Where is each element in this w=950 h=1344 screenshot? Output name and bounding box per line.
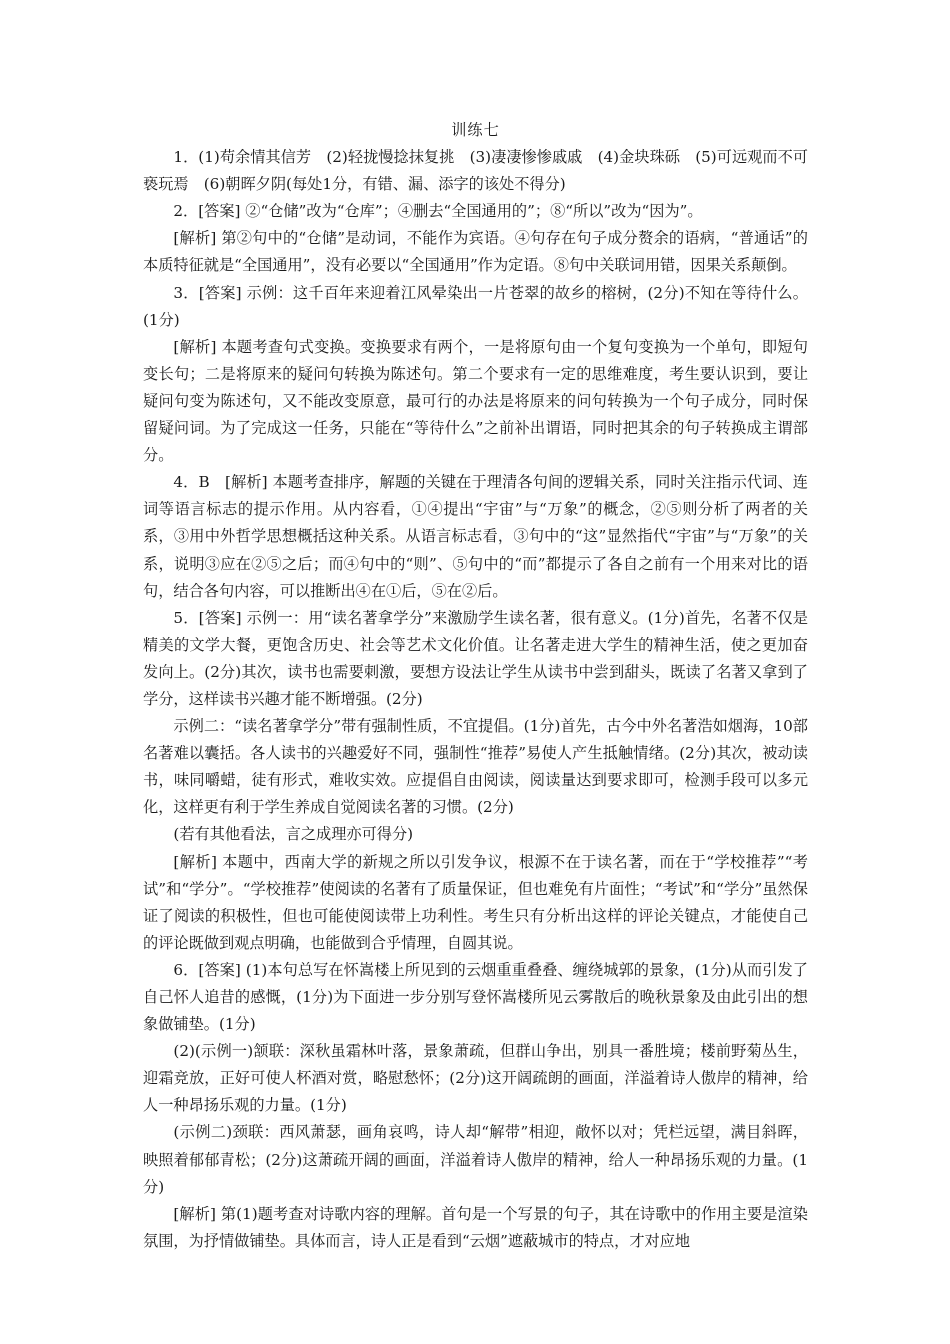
analysis-3: [解析] 本题考查句式变换。变换要求有两个，一是将原句由一个复句变换为一个单句，即短句变长句；二是将原来的疑问句转换为陈述句。第二个要求有一定的思维难度，考生要认识到，要让疑问句变为陈述句，又不能改变原意，最可行的办法是将原来的问句转换为一个句子成分，同时保留疑问词。为了完成这一任务，只能在“等待什么”之前补出谓语，同时把其余的句子转换成主谓部分。 (143, 337, 808, 465)
answer-1: 1．(1)苟余情其信芳 (2)轻拢慢捻抹复挑 (3)凄凄惨惨戚戚 (4)金块珠砾 (5)可远观而不可亵玩焉 (6)朝晖夕阴(每处1分，有错、漏、添字的该处不得分) (143, 148, 808, 194)
analysis-6: [解析] 第(1)题考查对诗歌内容的理解。首句是一个写景的句子，其在诗歌中的作用主要是渲染氛围，为抒情做铺垫。具体而言，诗人正是看到“云烟”遮蔽城市的特点，才对应地 (143, 1204, 808, 1250)
answer-5-note: (若有其他看法，言之成理亦可得分) (173, 825, 414, 844)
analysis-5: [解析] 本题中，西南大学的新规之所以引发争议，根源不在于读名著，而在于“学校推荐”“考试”和“学分”。“学校推荐”使阅读的名著有了质量保证，但也难免有片面性；“考试”和“学分”虽然保证了阅读的积极性，但也可能使阅读带上功利性。考生只有分析出这样的评论关键点，才能使自己的评论既做到观点明确，也能做到合乎情理，自圆其说。 (143, 852, 808, 952)
answer-5-example-1: 5．[答案] 示例一：用“读名著拿学分”来激励学生读名著，很有意义。(1分)首先，名著不仅是精美的文学大餐，更饱含历史、社会等艺术文化价值。让名著走进大学生的精神生活，使之更加奋发向上。(2分)其次，读书也需要刺激，要想方设法让学生从读书中尝到甜头，既读了名著又拿到了学分，这样读书兴趣才能不断增强。(2分) (143, 608, 808, 708)
answer-key-content (143, 117, 808, 1255)
answer-5-example-2: 示例二：“读名著拿学分”带有强制性质，不宜提倡。(1分)首先，古今中外名著浩如烟海，10部名著难以囊括。各人读书的兴趣爱好不同，强制性“推荐”易使人产生抵触情绪。(2分)其次，被动读书，味同嚼蜡，徒有形式，难收实效。应提倡自由阅读，阅读量达到要求即可，检测手段可以多元化，这样更有利于学生养成自觉阅读名著的习惯。(2分) (143, 717, 808, 817)
answer-2: 2．[答案] ②“仓储”改为“仓库”；④删去“全国通用的”；⑧“所以”改为“因为”。 (173, 202, 703, 221)
answer-6-part-1: 6．[答案] (1)本句总写在怀嵩楼上所见到的云烟重重叠叠、缠绕城郭的景象，(1分)从而引发了自己怀人追昔的感慨，(1分)为下面进一步分别写登怀嵩楼所见云雾散后的晚秋景象及由此引出的想象做铺垫。(1分) (143, 960, 808, 1034)
answer-3: 3．[答案] 示例：这千百年来迎着江风晕染出一片苍翠的故乡的榕树，(2分)不知在等待什么。(1分) (143, 283, 808, 329)
analysis-2: [解析] 第②句中的“仓储”是动词，不能作为宾语。④句存在句子成分赘余的语病，“普通话”的本质特征就是“全国通用”，没有必要以“全国通用”作为定语。⑧句中关联词用错，因果关系颠倒。 (143, 229, 808, 275)
page-title: 训练七 (451, 121, 500, 139)
answer-4: 4．B [解析] 本题考查排序，解题的关键在于理清各句间的逻辑关系，同时关注指示代词、连词等语言标志的提示作用。从内容看，①④提出“宇宙”与“万象”的概念，②⑤则分析了两者的关系，③用中外哲学思想概括这种关系。从语言标志看，③句中的“这”显然指代“宇宙”与“万象”的关系，说明③应在②⑤之后；而④句中的“则”、⑤句中的“而”都提示了各自之前有一个用来对比的语句，结合各句内容，可以推断出④在①后，⑤在②后。 (143, 473, 808, 600)
answer-6-part-2-example-2: (示例二)颈联：西风萧瑟，画角哀鸣，诗人却“解带”相迎，敞怀以对；凭栏远望，满目斜晖，映照着郁郁青松；(2分)这萧疏开阔的画面，洋溢着诗人傲岸的精神，给人一种昂扬乐观的力量。(1分) (143, 1123, 808, 1196)
answer-6-part-2-example-1: (2)(示例一)颔联：深秋虽霜林叶落，景象萧疏，但群山争出，别具一番胜境；楼前野菊丛生，迎霜竞放，正好可使人杯酒对赏，略慰愁怀；(2分)这开阔疏朗的画面，洋溢着诗人傲岸的精神，给人一种昂扬乐观的力量。(1分) (143, 1042, 808, 1115)
